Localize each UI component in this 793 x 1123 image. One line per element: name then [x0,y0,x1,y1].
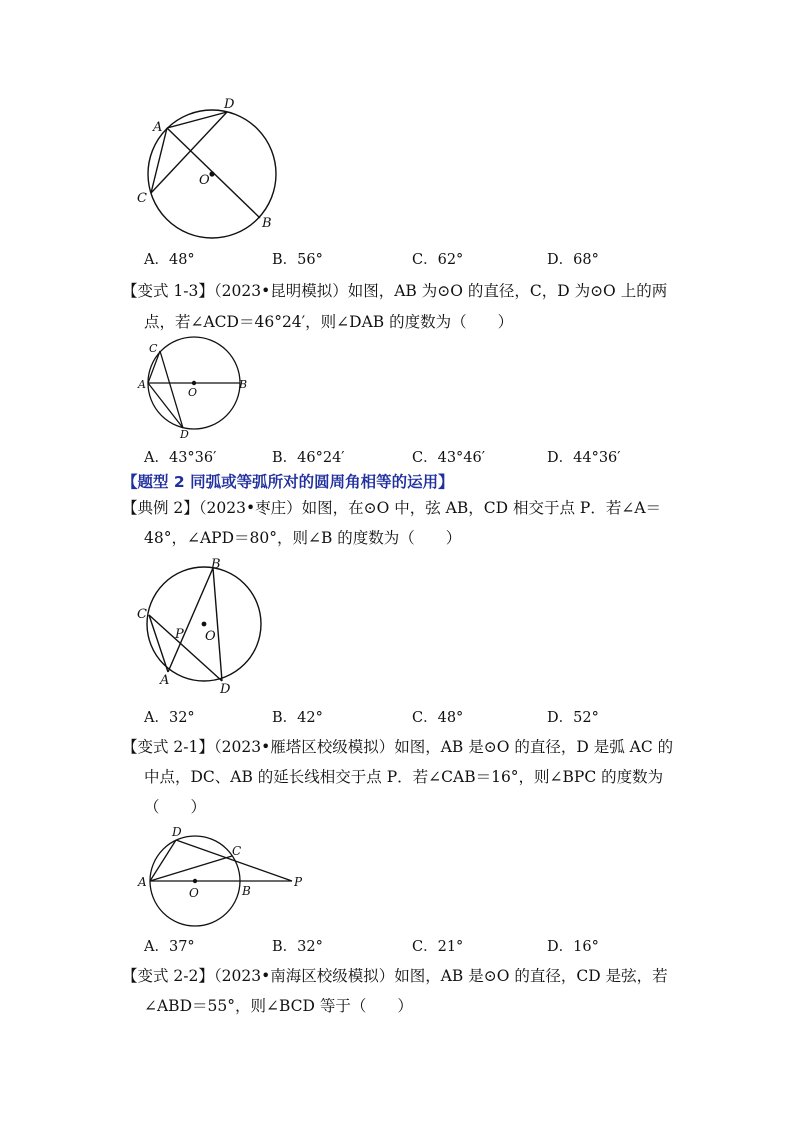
example-2-line-2: 48°，∠APD＝80°，则∠B 的度数为（ ） [144,529,462,547]
q2-option-b[interactable]: B．46°24′ [272,450,345,466]
q1-option-a[interactable]: A．48° [144,252,195,268]
q1-options [144,248,764,270]
chord-ad [167,112,227,128]
label-p: P [175,627,184,642]
center-dot [209,171,214,176]
label-a: A [138,875,147,889]
section-heading: 【题型 2 同弧或等弧所对的圆周角相等的运用】 [122,473,454,491]
label-d: D [220,682,231,697]
label-b: B [242,884,251,898]
label-a: A [160,673,170,688]
label-b: B [239,378,248,391]
variant-2-1-line-3: （ ） [144,798,207,816]
q4-option-d[interactable]: D．16° [547,939,599,955]
q3-options [144,706,764,728]
q4-option-b[interactable]: B．32° [272,939,323,955]
q3-option-b[interactable]: B．42° [272,710,323,726]
q2-option-d[interactable]: D．44°36′ [547,450,621,466]
variant-2-2-line-2: ∠ABD＝55°，则∠BCD 等于（ ） [144,997,413,1015]
q4-options [144,935,764,957]
chord-cd [160,351,183,428]
q3-option-a[interactable]: A．32° [144,710,195,726]
label-c: C [137,191,147,206]
label-p: P [294,875,303,889]
label-c: C [232,844,242,858]
chord-ac [148,351,160,383]
label-c: C [149,342,158,355]
variant-1-3-line-2: 点，若∠ACD＝46°24′，则∠DAB 的度数为（ ） [144,313,514,331]
chord-ab [168,568,213,672]
label-o: O [189,886,199,900]
figure-1-circle-diagram [130,90,290,240]
chord-ac [150,856,232,881]
label-d: D [172,825,182,839]
label-c: C [137,607,147,622]
variant-2-1-line-2: 中点，DC、AB 的延长线相交于点 P．若∠CAB＝16°，则∠BPC 的度数为 [144,768,664,786]
example-2-line-1: 【典例 2】（2023•枣庄）如图，在⊙O 中，弦 AB，CD 相交于点 P．若∠A＝ [122,499,662,517]
chord-bd [213,568,222,681]
label-o: O [188,386,198,399]
q2-option-c[interactable]: C．43°46′ [412,450,486,466]
figure-4-circle-diagram [135,822,310,930]
label-b: B [211,557,221,572]
q1-option-c[interactable]: C．62° [412,252,464,268]
label-d: D [180,428,189,441]
center-dot [192,381,196,385]
label-o: O [199,173,210,188]
center-dot [202,622,207,627]
q3-option-c[interactable]: C．48° [412,710,464,726]
label-b: B [262,216,272,231]
center-dot [193,879,197,883]
q4-option-c[interactable]: C．21° [412,939,464,955]
q1-option-d[interactable]: D．68° [547,252,599,268]
variant-1-3-line-1: 【变式 1-3】（2023•昆明模拟）如图，AB 为⊙O 的直径，C，D 为⊙O 上的两 [122,282,668,300]
q4-option-a[interactable]: A．37° [144,939,195,955]
label-o: O [205,629,216,644]
q1-option-b[interactable]: B．56° [272,252,323,268]
q2-options [144,446,764,468]
variant-2-1-line-1: 【变式 2-1】（2023•雁塔区校级模拟）如图，AB 是⊙O 的直径，D 是弧 AC 的 [122,738,674,756]
label-a: A [153,120,163,135]
q2-option-a[interactable]: A．43°36′ [144,450,217,466]
chord-cd [151,112,227,193]
figure-2-circle-diagram [135,333,255,443]
label-a: A [138,378,146,391]
label-d: D [224,97,235,112]
figure-3-circle-diagram [132,553,272,698]
variant-2-2-line-1: 【变式 2-2】（2023•南海区校级模拟）如图，AB 是⊙O 的直径，CD 是弦，若 [122,967,668,985]
q3-option-d[interactable]: D．52° [547,710,599,726]
